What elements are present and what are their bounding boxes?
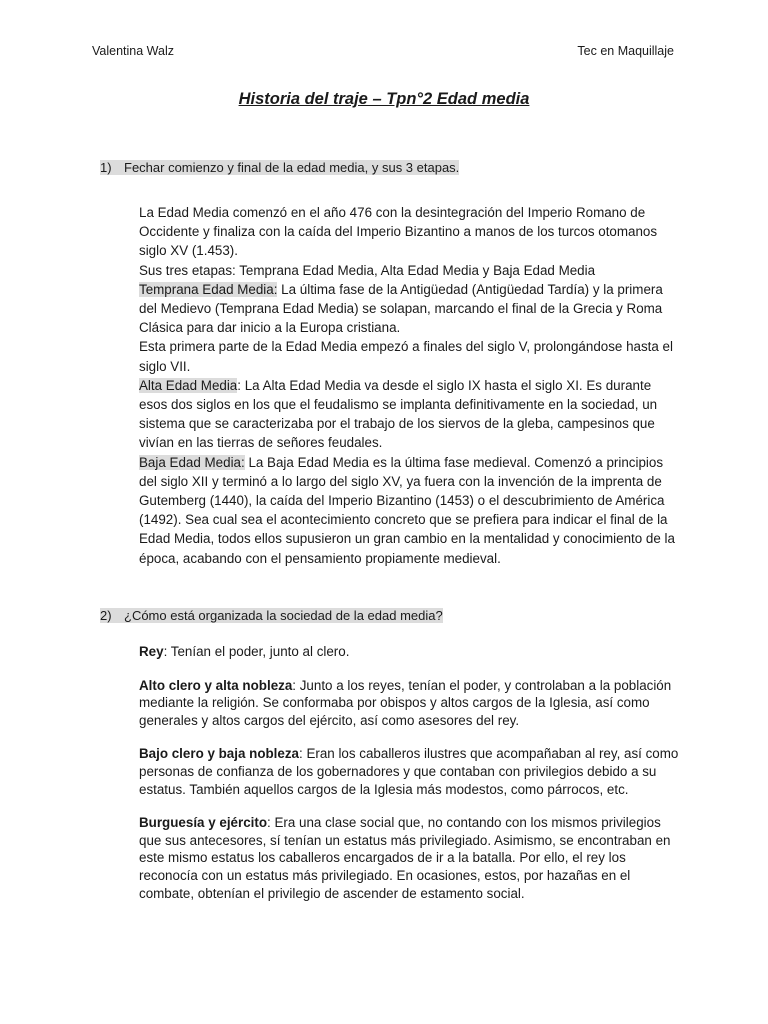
society-term: Bajo clero y baja nobleza	[139, 746, 299, 762]
document-title: Historia del traje – Tpn°2 Edad media	[238, 90, 530, 108]
society-desc: : Tenían el poder, junto al clero.	[163, 644, 350, 659]
answer-1-temprana-extra: Esta primera parte de la Edad Media empezó a finales del siglo V, prolongándose hasta el siglo VII.	[139, 339, 673, 374]
society-desc: : Eran los caballeros ilustres que acompañaban al rey, así como personas de confianza de los gobernadores y que contaban con privilegios debido a su estatus. También aquellos cargos de la Iglesia más modestos, como párrocos, etc.	[139, 746, 679, 797]
alta-label: Alta Edad Media	[139, 377, 238, 393]
answer-1-baja	[139, 453, 679, 568]
society-item	[139, 814, 679, 902]
answer-1-intro: La Edad Media comenzó en el año 476 con la desintegración del Imperio Romano de Occidente y finaliza con la caída del Imperio Bizantino a manos de los turcos otomanos siglo XV (1.453).	[139, 205, 658, 259]
society-item	[139, 745, 679, 798]
society-desc: : Era una clase social que, no contando con los mismos privilegios que sus antecesores, sí tenían un estatus más privilegiado. Asimismo, se encontraban en este mismo estatus los caballeros encargados de ir a la batalla. Por ello, el rey los reconocía con un estatus más privilegiado. En ocasiones, estos, por hazañas en el combate, obtenían el privilegio de ascender de estamento social.	[139, 815, 671, 901]
question-1-number: 1)	[100, 160, 112, 175]
question-1-highlight	[100, 160, 459, 175]
question-2-highlight	[100, 608, 443, 623]
header-course: Tec en Maquillaje	[577, 44, 674, 58]
temprana-text: La última fase de la Antigüedad (Antigüedad Tardía) y la primera del Medievo (Temprana Edad Media) se solapan, marcando el final de la Grecia y Roma Clásica para dar inicio a la Europa cristiana.	[139, 281, 663, 336]
baja-text: La Baja Edad Media es la última fase medieval. Comenzó a principios del siglo XII y terminó a lo largo del siglo XV, ya fuera con la invención de la imprenta de Gutemberg (1440), la caída del Imperio Bizantino (1453) o el descubrimiento de América (1492). Sea cual sea el acontecimiento concreto que se prefiera para indicar el final de la Edad Media, todos ellos supusieron un gran cambio en la mentalidad y conocimiento de la época, acabando con el pensamiento propiamente medieval.	[139, 454, 675, 566]
baja-label: Baja Edad Media:	[139, 454, 245, 470]
society-item	[139, 677, 679, 730]
answer-2	[139, 643, 679, 918]
alta-text: : La Alta Edad Media va desde el siglo IX hasta el siglo XI. Es durante esos dos siglos en los que el feudalismo se implanta definitivamente en la sociedad, un sistema que se caracterizaba por el trabajo de los siervos de la gleba, campesinos que vivían en las tierras de señores feudales.	[139, 377, 658, 451]
society-item	[139, 643, 679, 661]
question-1-text: Fechar comienzo y final de la edad media, y sus 3 etapas.	[124, 160, 460, 175]
question-2	[100, 608, 443, 623]
society-term: Rey	[139, 644, 164, 659]
society-term: Burguesía y ejército	[139, 815, 268, 831]
society-term: Alto clero y alta nobleza	[139, 677, 293, 693]
header-author: Valentina Walz	[92, 44, 174, 58]
answer-1-alta	[139, 376, 679, 453]
question-1	[100, 160, 459, 175]
answer-1-temprana	[139, 280, 679, 338]
question-2-number: 2)	[100, 608, 112, 623]
answer-1-stages: Sus tres etapas: Temprana Edad Media, Alta Edad Media y Baja Edad Media	[139, 262, 596, 278]
temprana-label: Temprana Edad Media:	[139, 281, 278, 297]
question-2-text: ¿Cómo está organizada la sociedad de la edad media?	[124, 608, 443, 623]
answer-1	[139, 203, 679, 568]
society-desc: : Junto a los reyes, tenían el poder, y controlaban a la población mediante la religión. Se conformaba por obispos y altos cargos de la Iglesia, así como generales y altos cargos del ejército, así como asesores del rey.	[139, 677, 672, 728]
